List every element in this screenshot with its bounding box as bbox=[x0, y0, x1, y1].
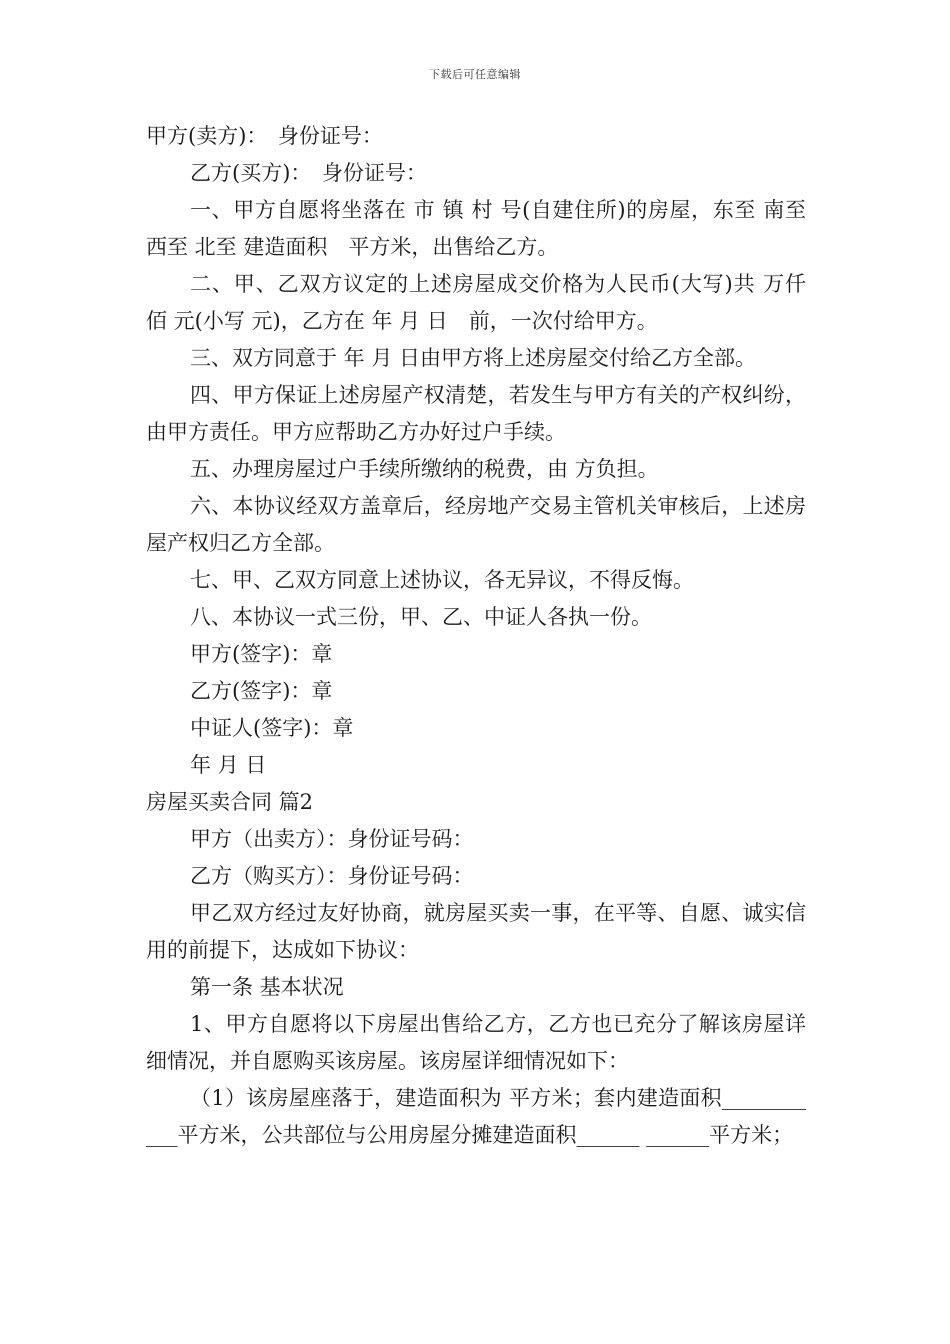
clause-3: 三、双方同意于 年 月 日由甲方将上述房屋交付给乙方全部。 bbox=[190, 346, 757, 370]
clause-5: 五、办理房屋过户手续所缴纳的税费，由 方负担。 bbox=[190, 457, 659, 481]
seller-id-line-2: 甲方（出卖方）：身份证号码： bbox=[190, 827, 474, 851]
clause-1: 一、甲方自愿将坐落在 市 镇 村 号(自建住所)的房屋，东至 南至 西至 北至 建造面积 平方米，出售给乙方。 bbox=[146, 198, 806, 259]
article-1-title: 第一条 基本状况 bbox=[190, 975, 344, 999]
clause-7: 七、甲、乙双方同意上述协议，各无异议，不得反悔。 bbox=[190, 568, 694, 592]
clause-2: 二、甲、乙双方议定的上述房屋成交价格为人民币(大写)共 万仟 佰 元(小写 元)，乙方在 年 月 日 前，一次付给甲方。 bbox=[146, 272, 806, 333]
seller-signature: 甲方(签字)：章 bbox=[190, 642, 333, 666]
witness-signature: 中证人(签字)：章 bbox=[190, 716, 354, 740]
page-header-note: 下载后可任意编辑 bbox=[429, 68, 521, 81]
clause-8: 八、本协议一式三份，甲、乙、中证人各执一份。 bbox=[190, 605, 652, 629]
seller-id-line: 甲方(卖方)： 身份证号： bbox=[146, 124, 383, 148]
clause-4: 四、甲方保证上述房屋产权清楚，若发生与甲方有关的产权纠纷，由甲方责任。甲方应帮助乙方办好过户手续。 bbox=[146, 383, 806, 444]
date-line: 年 月 日 bbox=[190, 753, 267, 777]
contract-body bbox=[146, 118, 806, 1154]
article-1-item-1-detail: （1）该房屋座落于，建造面积为 平方米；套内建造面积________ ___平方米，公共部位与公用房屋分摊建造面积______ ______平方米； bbox=[146, 1086, 806, 1147]
buyer-id-line: 乙方(买方)： 身份证号： bbox=[190, 161, 427, 185]
article-1-item-1: 1、甲方自愿将以下房屋出售给乙方，乙方也已充分了解该房屋详细情况，并自愿购买该房屋。该房屋详细情况如下： bbox=[146, 1012, 806, 1073]
preamble: 甲乙双方经过友好协商，就房屋买卖一事，在平等、自愿、诚实信用的前提下，达成如下协议： bbox=[146, 901, 806, 962]
buyer-signature: 乙方(签字)：章 bbox=[190, 679, 333, 703]
buyer-id-line-2: 乙方（购买方）：身份证号码： bbox=[190, 864, 474, 888]
section-title: 房屋买卖合同 篇2 bbox=[146, 790, 314, 814]
clause-6: 六、本协议经双方盖章后，经房地产交易主管机关审核后，上述房屋产权归乙方全部。 bbox=[146, 494, 806, 555]
